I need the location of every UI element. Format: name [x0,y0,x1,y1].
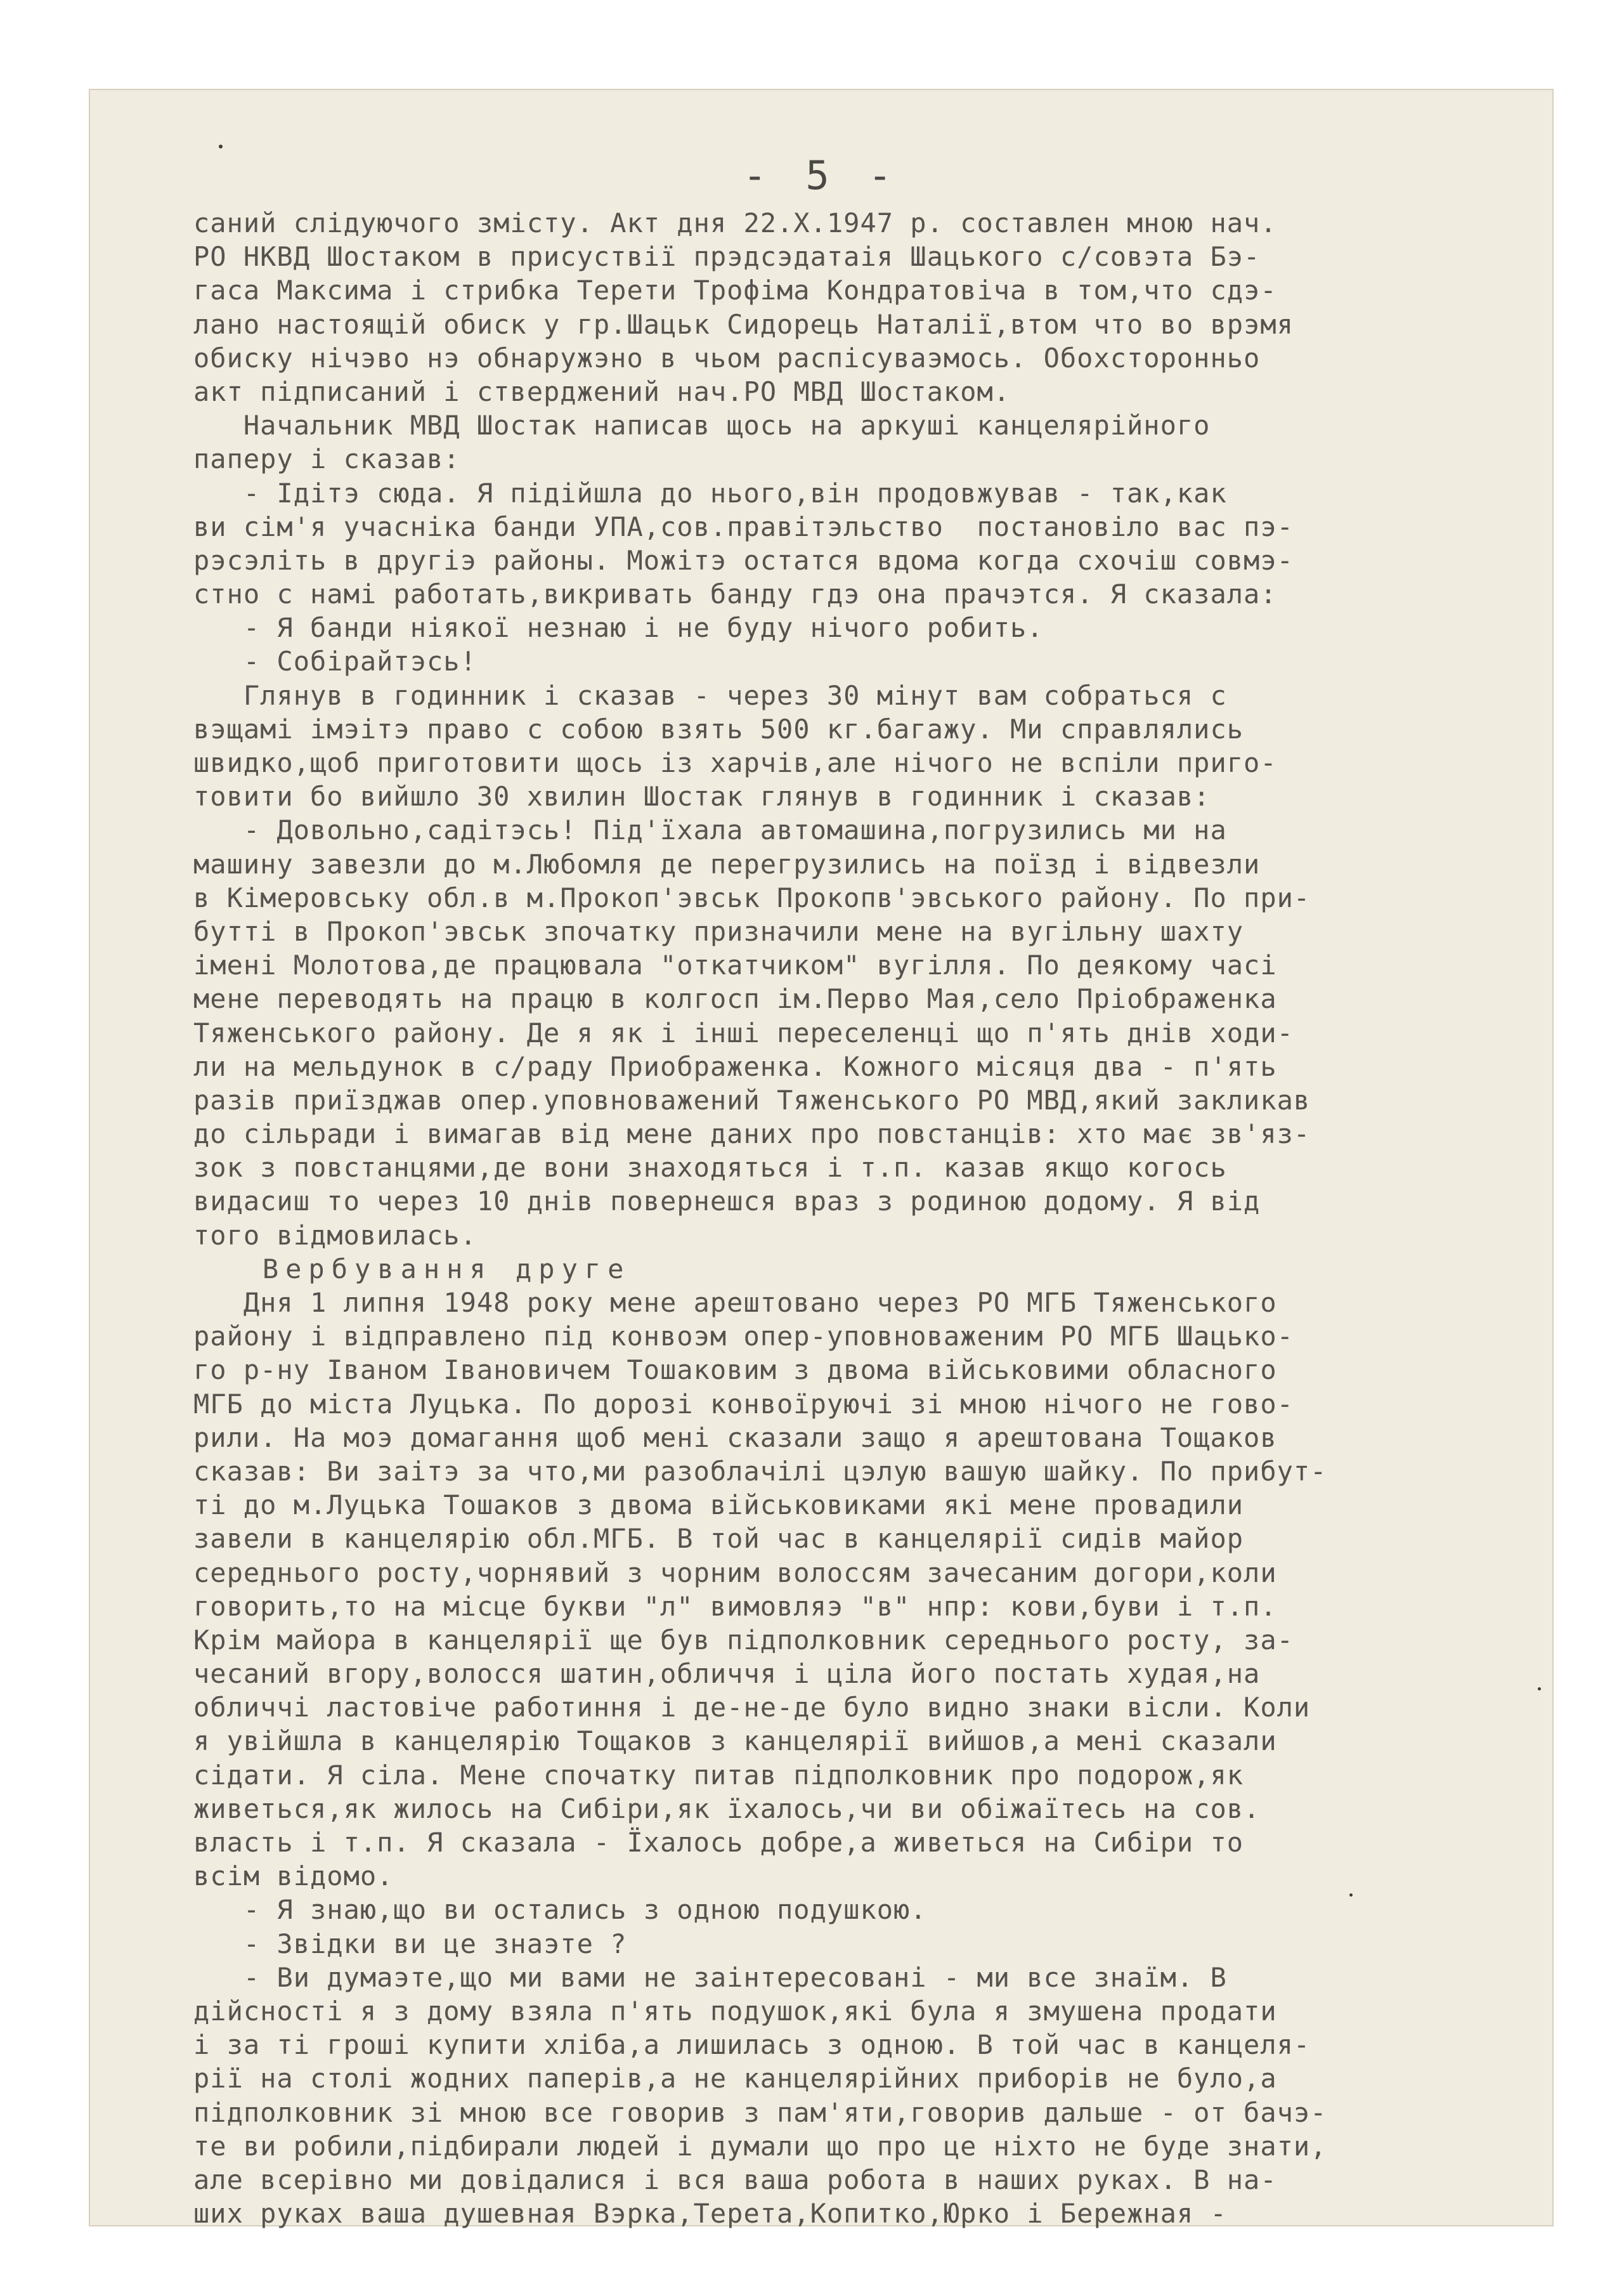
text-line: живеться,як жилось на Сибіри,як їхалось,чи ви обіжаїтесь на сов. [193,1793,1261,1824]
text-line: - Звідки ви це знаэте ? [193,1928,627,1959]
text-line: саний слідуючого змісту. Акт дня 22.Х.1947 р. составлен мною нач. [193,207,1277,239]
text-line: вэщамі імэітэ право с собою взять 500 кг.багажу. Ми справлялись [193,713,1244,745]
text-line: підполковник зі мною все говорив з пам'яти,говорив дальше - от бачэ- [193,2096,1327,2128]
text-line: чесаний вгору,волосся шатин,обличчя і ціла його постать худая,на [193,1658,1261,1690]
text-line: ті до м.Луцька Тошаков з двома військовиками які мене провадили [193,1489,1244,1521]
text-line: того відмовилась. [193,1219,477,1251]
text-line: РО НКВД Шостаком в присуствії прэдсэдатаія Шацького с/совэта Бэ- [193,241,1261,273]
document-page [89,89,1554,2230]
text-line: сідати. Я сіла. Мене спочатку питав підполковник про подорож,як [193,1759,1244,1791]
text-line: і за ті гроші купити хліба,а лишилась з одною. В той час в канцеля- [193,2029,1311,2061]
text-line: говорить,то на місце букви "л" вимовляэ "в" нпр: кови,буви і т.п. [193,1590,1277,1622]
text-line: але всерівно ми довідалися і вся ваша робота в наших руках. В на- [193,2164,1277,2195]
text-line: району і відправлено під конвоэм опер-уповноваженим РО МГБ Шацько- [193,1321,1294,1352]
text-line: всім відомо. [193,1860,394,1892]
text-line: МГБ до міста Луцька. По дорозі конвоїруючі зі мною нічого не гово- [193,1388,1294,1420]
text-line: - Собірайтэсь! [193,646,477,677]
text-line: ших руках ваша душевная Вэрка,Терета,Копитко,Юрко і Бережная - [193,2198,1227,2230]
text-line: імені Молотова,де працювала "откатчиком" вугілля. По деякому часі [193,950,1277,981]
text-line: обиску нічэво нэ обнаружэно в чьом распісуваэмось. Обохсторонньо [193,342,1261,374]
text-line: завели в канцелярію обл.МГБ. В той час в канцелярії сидів майор [193,1523,1244,1555]
text-line: го р-ну Іваном Івановичем Тошаковим з двома військовими обласного [193,1354,1277,1386]
text-line: стно с намі работать,викривать банду гдэ она прачэтся. Я сказала: [193,578,1277,610]
page-number: - 5 - [743,152,900,199]
paper-speck [219,145,223,148]
text-line: видасиш то через 10 днів повернешся враз з родиною додому. Я від [193,1186,1261,1217]
section-heading: Вербування друге [193,1253,631,1284]
text-line: акт підписаний і стверджений нач.РО МВД Шостаком. [193,376,1011,407]
text-line: бутті в Прокоп'эвськ зпочатку призначили мене на вугільну шахту [193,915,1244,947]
text-line: мене переводять на працю в колгосп ім.Перво Мая,село Пріображенка [193,983,1277,1015]
text-line: - Довольно,садітэсь! Під'їхала автомашина,погрузились ми на [193,814,1227,846]
text-line: рили. На моэ домагання щоб мені сказали защо я арештована Тощаков [193,1421,1277,1453]
text-line: Крім майора в канцелярії ще був підполковник середнього росту, за- [193,1624,1294,1656]
text-line: - Ви думаэте,що ми вами не заінтересовані - ми все знаїм. В [193,1961,1227,1993]
text-line: Глянув в годинник і сказав - через 30 мінут вам собраться с [193,679,1227,711]
text-line: - Я знаю,що ви остались з одною подушкою. [193,1894,927,1926]
typewritten-text [193,206,1538,2230]
text-line: - Ідітэ сюда. Я підійшла до нього,він продовжував - так,как [193,477,1227,509]
text-line: те ви робили,підбирали людей і думали що про це ніхто не буде знати, [193,2130,1327,2162]
text-line: ли на мельдунок в с/раду Приображенка. Кожного місяця два - п'ять [193,1050,1277,1082]
text-line: - Я банди ніякої незнаю і не буду нічого робить. [193,612,1044,644]
text-line: середнього росту,чорнявий з чорним волоссям зачесаним догори,коли [193,1557,1277,1588]
text-line: до сільради і вимагав від мене даних про повстанців: хто має зв'яз- [193,1118,1311,1150]
text-line: лано настоящій обиск у гр.Шацьк Сидорець Наталії,втом что во врэмя [193,308,1294,340]
text-line: зок з повстанцями,де вони знаходяться і т.п. казав якщо когось [193,1152,1227,1184]
text-line: Дня 1 липня 1948 року мене арештовано через РО МГБ Тяженського [193,1287,1277,1318]
text-line: рії на столі жодних паперів,а не канцелярійних приборів не було,а [193,2063,1277,2094]
paper-speck [1349,1893,1353,1897]
text-line: машину завезли до м.Любомля де перегрузились на поїзд і відвезли [193,848,1261,880]
text-line: ви сім'я учасніка банди УПА,сов.правітэльство постановіло вас пэ- [193,511,1294,542]
text-line: сказав: Ви заітэ за что,ми разоблачілі цэлую вашую шайку. По прибут- [193,1455,1327,1487]
text-line: гаса Максима і стрибка Терети Трофіма Кондратовіча в том,что сдэ- [193,275,1277,306]
text-line: швидко,щоб приготовити щось із харчів,але нічого не вспіли приго- [193,747,1277,778]
text-line: власть і т.п. Я сказала - Їхалось добре,а живеться на Сибіри то [193,1827,1244,1858]
text-line: паперу і сказав: [193,443,460,475]
text-line: разів приїзджав опер.уповноважений Тяженського РО МВД,який закликав [193,1084,1311,1116]
text-line: я увійшла в канцелярію Тощаков з канцелярії вийшов,а мені сказали [193,1725,1277,1757]
text-line: дійсності я з дому взяла п'ять подушок,які була я змушена продати [193,1995,1277,2027]
text-line: в Кімеровську обл.в м.Прокоп'эвськ Прокопв'эвського району. По при- [193,882,1311,913]
text-line: товити бо вийшло 30 хвилин Шостак глянув в годинник і сказав: [193,781,1211,813]
text-line: обличчі ластовіче работиння і де-не-де було видно знаки вісли. Коли [193,1692,1311,1723]
paper-speck [1538,1687,1541,1690]
text-line: рэсэліть в другіэ районы. Можітэ остатся вдома когда схочіш совмэ- [193,544,1294,576]
text-line: Начальник МВД Шостак написав щось на аркуші канцелярійного [193,410,1211,441]
text-line: Тяженського району. Де я як і інші переселенці що п'ять днів ходи- [193,1017,1294,1049]
